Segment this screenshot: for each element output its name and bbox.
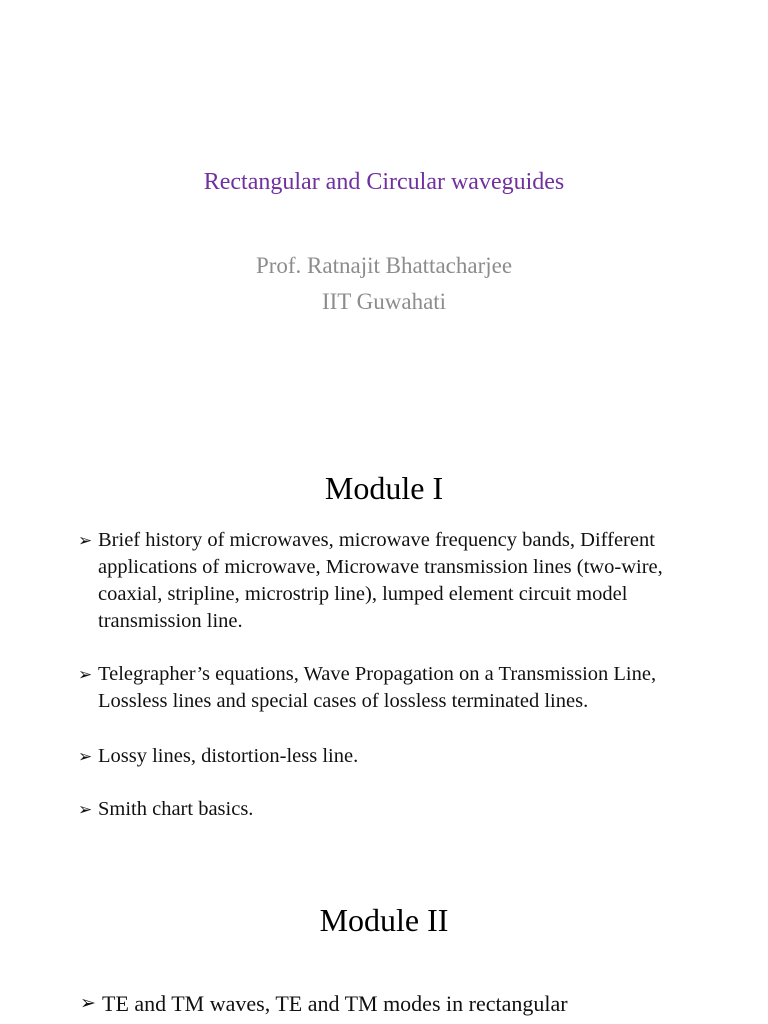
bullet-arrow-icon: ➢ xyxy=(78,531,93,550)
module-2-bullet-1 xyxy=(80,989,730,1019)
module-heading-1: Module I xyxy=(324,470,444,506)
bullet-arrow-icon: ➢ xyxy=(78,747,93,766)
bullet-text: Telegrapher’s equations, Wave Propagation on a Transmission Line, Lossless lines and special cases of lossless terminated lines. xyxy=(98,663,657,712)
bullet-text: TE and TM waves, TE and TM modes in rectangular xyxy=(102,991,568,1016)
document-title: Rectangular and Circular waveguides xyxy=(203,169,565,195)
module-1-bullet-4 xyxy=(78,796,728,823)
author-affiliation: IIT Guwahati xyxy=(321,289,447,314)
module-1-bullet-3 xyxy=(78,743,728,770)
author-name: Prof. Ratnajit Bhattacharjee xyxy=(255,253,513,278)
module-1-bullet-1 xyxy=(78,527,728,635)
bullet-arrow-icon: ➢ xyxy=(78,665,93,684)
bullet-text: Smith chart basics. xyxy=(98,798,254,820)
bullet-arrow-icon: ➢ xyxy=(78,800,93,819)
module-heading-2: Module II xyxy=(319,902,449,938)
module-1-bullet-2 xyxy=(78,661,728,715)
bullet-text: Brief history of microwaves, microwave frequency bands, Different applications of microwave, Microwave transmission lines (two-wire, coaxial, stripline, microstrip line), lumped element circuit model transmission line. xyxy=(98,529,663,632)
bullet-text: Lossy lines, distortion-less line. xyxy=(98,745,359,767)
bullet-arrow-icon: ➢ xyxy=(80,993,96,1014)
